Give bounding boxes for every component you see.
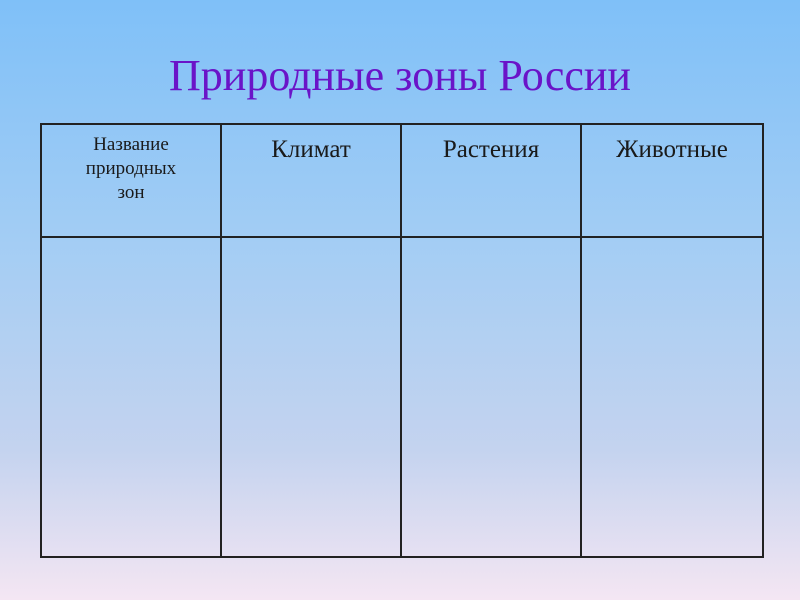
cell-zone-name [41,237,221,557]
cell-plants [401,237,581,557]
header-climate [221,124,401,237]
header-plants [401,124,581,237]
header-animals [581,124,763,237]
slide-title: Природные зоны России [169,51,631,100]
header-climate-label: Климат [271,136,351,163]
header-zone-name-label [42,125,220,205]
header-zone-name-line-3: зон [117,182,145,203]
table-header-row [41,124,763,237]
table-row [41,237,763,557]
cell-animals [581,237,763,557]
header-zone-name-line-1: Название [93,134,169,155]
cell-climate [221,237,401,557]
header-zone-name [41,124,221,237]
natural-zones-table [40,123,764,558]
header-zone-name-line-2: природных [85,158,177,179]
header-plants-label: Растения [442,136,540,163]
header-animals-label: Животные [616,136,728,163]
